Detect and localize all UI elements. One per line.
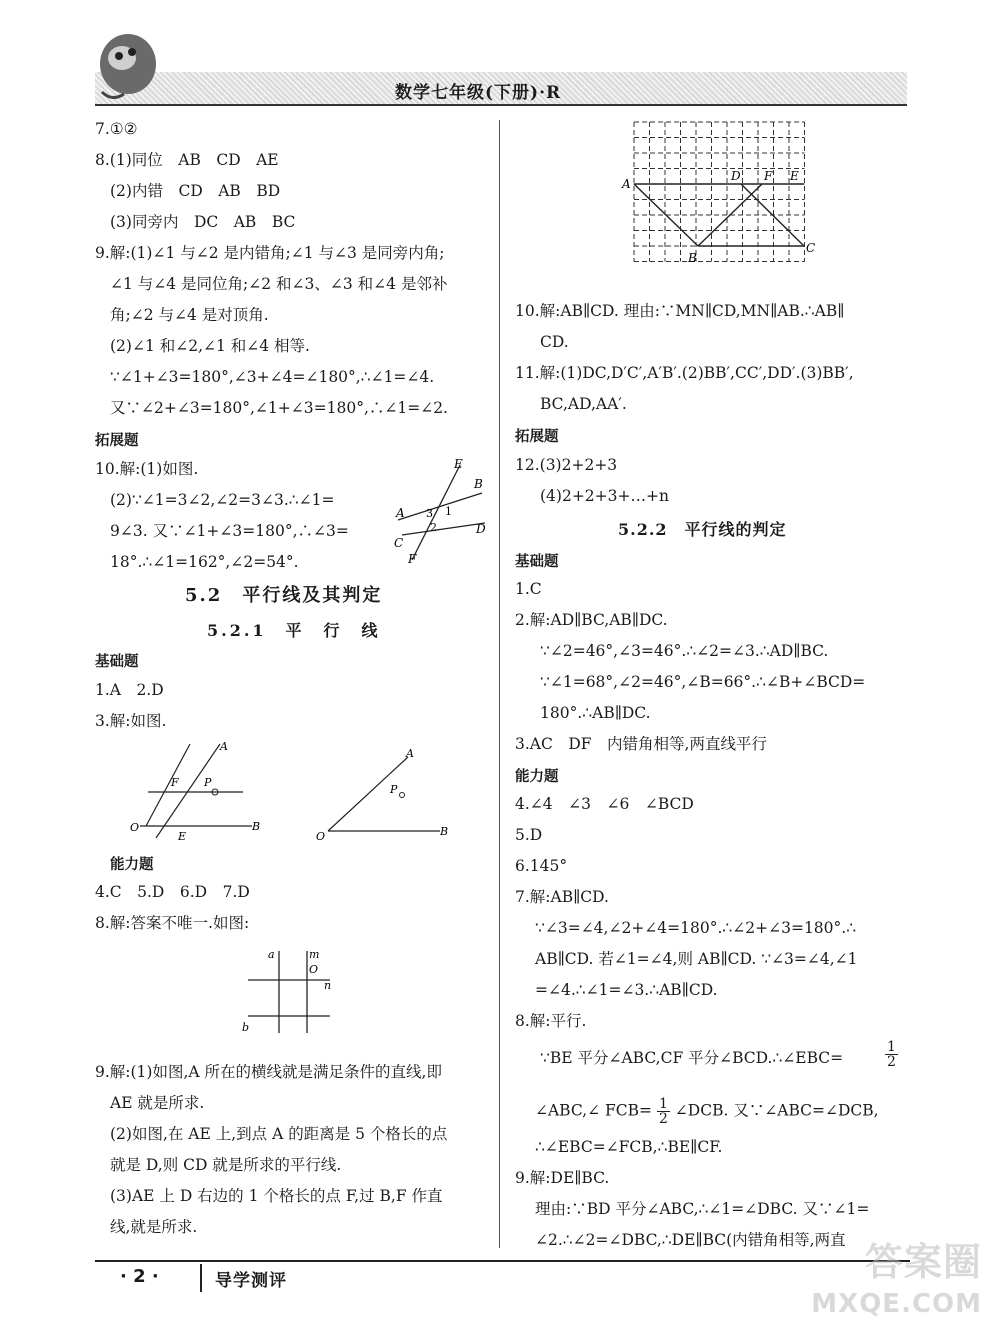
label-B: B <box>474 477 483 491</box>
answer-2-cont: 180°.∴AB∥DC. <box>540 704 651 722</box>
watermark-line2: MXQE.COM <box>811 1289 982 1319</box>
label-3: 3 <box>426 507 433 520</box>
answer-8: 8.解:平行. <box>515 1012 587 1030</box>
answer-10: 10.解:AB∥CD. 理由:∵MN∥CD,MN∥AB.∴AB∥ <box>515 302 845 320</box>
text-part: ∠ABC,∠ FCB= <box>535 1101 652 1120</box>
label-P: P <box>390 783 398 796</box>
heading-5-2: 5.2 平行线及其判定 <box>185 585 383 606</box>
label-1: 1 <box>445 505 452 518</box>
answer-7-cont: ∵∠3=∠4,∠2+∠4=180°.∴∠2+∠3=180°.∴ <box>535 919 857 937</box>
answer-4: 4.∠4 ∠3 ∠6 ∠BCD <box>515 795 694 813</box>
label-B: B <box>252 820 261 833</box>
answer-12-4: (4)2+2+3+…+n <box>540 487 669 505</box>
answer-3: 3.解:如图. <box>95 712 167 730</box>
answer-9-3-cont: 线,就是所求. <box>110 1218 198 1236</box>
answer-9-cont: 角;∠2 与∠4 是对顶角. <box>110 306 269 324</box>
section-label: 能力题 <box>110 857 154 873</box>
answer-2: 2.解:AD∥BC,AB∥DC. <box>515 611 668 629</box>
label-O: O <box>130 821 140 834</box>
label-O: O <box>309 963 319 976</box>
answer-12: 12.(3)2+2+3 <box>515 456 618 474</box>
label-n: n <box>324 979 332 992</box>
answer-2-cont: ∵∠1=68°,∠2=46°,∠B=66°.∴∠B+∠BCD= <box>540 673 866 691</box>
label-F: F <box>408 552 417 566</box>
header-title: 数学七年级(下册)·R <box>395 83 562 103</box>
answer-1-2: 1.A 2.D <box>95 681 164 699</box>
label-A: A <box>406 747 414 760</box>
label-P: P <box>204 776 212 789</box>
label-A: A <box>220 740 228 753</box>
answer-11: 11.解:(1)DC,D′C′,A′B′.(2)BB′,CC′,DD′.(3)BB′, <box>515 364 854 382</box>
answer-8-3: (3)同旁内 DC AB BC <box>110 213 296 231</box>
label-E: E <box>790 169 799 183</box>
answer-7-cont: =∠4.∴∠1=∠3.∴AB∥CD. <box>535 981 718 999</box>
label-F: F <box>764 169 773 183</box>
label-D: D <box>476 522 486 536</box>
answer-9-proof: 又∵∠2+∠3=180°,∠1+∠3=180°,∴∠1=∠2. <box>110 399 448 417</box>
label-A: A <box>622 177 631 191</box>
section-label: 能力题 <box>515 769 559 785</box>
label-2: 2 <box>430 521 437 534</box>
answer-9-2: (2)如图,在 AE 上,到点 A 的距离是 5 个格长的点 <box>110 1125 448 1143</box>
answer-10-cont: 18°.∴∠1=162°,∠2=54°. <box>110 553 299 571</box>
answer-10-cont: (2)∵∠1=3∠2,∠2=3∠3.∴∠1= <box>110 491 335 509</box>
column-divider <box>499 120 500 1248</box>
answer-10-cont: CD. <box>540 333 569 351</box>
answer-8: 8.解:答案不唯一.如图: <box>95 914 250 932</box>
section-label: 拓展题 <box>515 429 559 445</box>
answer-8-cont: ∵BE 平分∠ABC,CF 平分∠BCD.∴∠EBC= <box>540 1049 844 1067</box>
label-B: B <box>440 825 449 838</box>
section-label: 基础题 <box>95 654 139 670</box>
answer-8-2: (2)内错 CD AB BD <box>110 182 281 200</box>
answer-8-cont: ∴∠EBC=∠FCB,∴BE∥CF. <box>535 1138 723 1156</box>
answer-9: 9.解:DE∥BC. <box>515 1169 610 1187</box>
page-number: · 2 · <box>120 1266 159 1287</box>
label-O: O <box>316 830 326 843</box>
answer-1: 1.C <box>515 580 542 598</box>
heading-5-2-2: 5.2.2 平行线的判定 <box>618 520 787 539</box>
label-B: B <box>688 251 697 265</box>
figure-q3-a <box>128 740 268 845</box>
answer-8-cont <box>535 1097 879 1126</box>
figure-q8 <box>238 945 338 1037</box>
fraction-half <box>885 1040 898 1069</box>
answer-7: 7.解:AB∥CD. <box>515 888 609 906</box>
text-part: ∠DCB. 又∵∠ABC=∠DCB, <box>674 1101 879 1120</box>
answer-2-cont: ∵∠2=46°,∠3=46°.∴∠2=∠3.∴AD∥BC. <box>540 642 829 660</box>
answer-5: 5.D <box>515 826 543 844</box>
label-D: D <box>731 169 741 183</box>
label-E: E <box>454 457 463 471</box>
fraction-numerator: 1 <box>887 1039 896 1055</box>
label-b: b <box>242 1021 250 1034</box>
answer-9-2-cont: 就是 D,则 CD 就是所求的平行线. <box>110 1156 342 1174</box>
fraction-half <box>657 1097 670 1126</box>
section-label: 基础题 <box>515 554 559 570</box>
figure-q10 <box>390 455 495 570</box>
fraction-denominator: 2 <box>887 1054 896 1070</box>
heading-5-2-1: 5.2.1 平 行 线 <box>207 621 381 640</box>
label-m: m <box>309 948 320 961</box>
answer-9-cont: 理由:∵BD 平分∠ABC,∴∠1=∠DBC. 又∵∠1= <box>535 1200 870 1218</box>
answer-9: 9.解:(1)如图,A 所在的横线就是满足条件的直线,即 <box>95 1063 442 1081</box>
answer-9-cont: ∠1 与∠4 是同位角;∠2 和∠3、∠3 和∠4 是邻补 <box>110 275 448 293</box>
watermark <box>811 1241 982 1325</box>
label-E: E <box>178 830 187 843</box>
answer-7-cont: AB∥CD. 若∠1=∠4,则 AB∥CD. ∵∠3=∠4,∠1 <box>535 950 858 968</box>
answer-9-3: (3)AE 上 D 右边的 1 个格长的点 F,过 B,F 作直 <box>110 1187 443 1205</box>
label-a: a <box>268 948 275 961</box>
footer-rule <box>95 1260 910 1262</box>
figure-grid <box>618 118 823 276</box>
answer-11-cont: BC,AD,AA′. <box>540 395 627 413</box>
fraction-denominator: 2 <box>658 1111 668 1127</box>
label-C: C <box>394 536 404 550</box>
answer-9-cont: AE 就是所求. <box>110 1094 205 1112</box>
fraction-numerator: 1 <box>658 1096 668 1112</box>
answer-9-2: (2)∠1 和∠2,∠1 和∠4 相等. <box>110 337 310 355</box>
answer-6: 6.145° <box>515 857 568 875</box>
answer-4-7: 4.C 5.D 6.D 7.D <box>95 883 250 901</box>
label-A: A <box>396 506 405 520</box>
answer-9-cont: ∠2.∴∠2=∠DBC,∴DE∥BC(内错角相等,两直 <box>535 1231 846 1249</box>
answer-10: 10.解:(1)如图. <box>95 460 199 478</box>
answer-7: 7.①② <box>95 120 138 138</box>
label-C: C <box>806 241 816 255</box>
figure-q3-b <box>312 745 457 845</box>
mascot-logo-icon <box>92 26 162 104</box>
answer-9: 9.解:(1)∠1 与∠2 是内错角;∠1 与∠3 是同旁内角; <box>95 244 445 262</box>
label-F: F <box>171 776 179 789</box>
answer-8: 8.(1)同位 AB CD AE <box>95 151 279 169</box>
watermark-line1: 答案圈 <box>864 1240 982 1284</box>
answer-9-proof: ∵∠1+∠3=180°,∠3+∠4=∠180°,∴∠1=∠4. <box>110 368 435 386</box>
answer-3: 3.AC DF 内错角相等,两直线平行 <box>515 735 767 753</box>
footer-brand: 导学测评 <box>215 1271 287 1291</box>
answer-10-cont: 9∠3. 又∵∠1+∠3=180°,∴∠3= <box>110 522 349 540</box>
section-label: 拓展题 <box>95 433 139 449</box>
footer-divider <box>200 1264 202 1292</box>
